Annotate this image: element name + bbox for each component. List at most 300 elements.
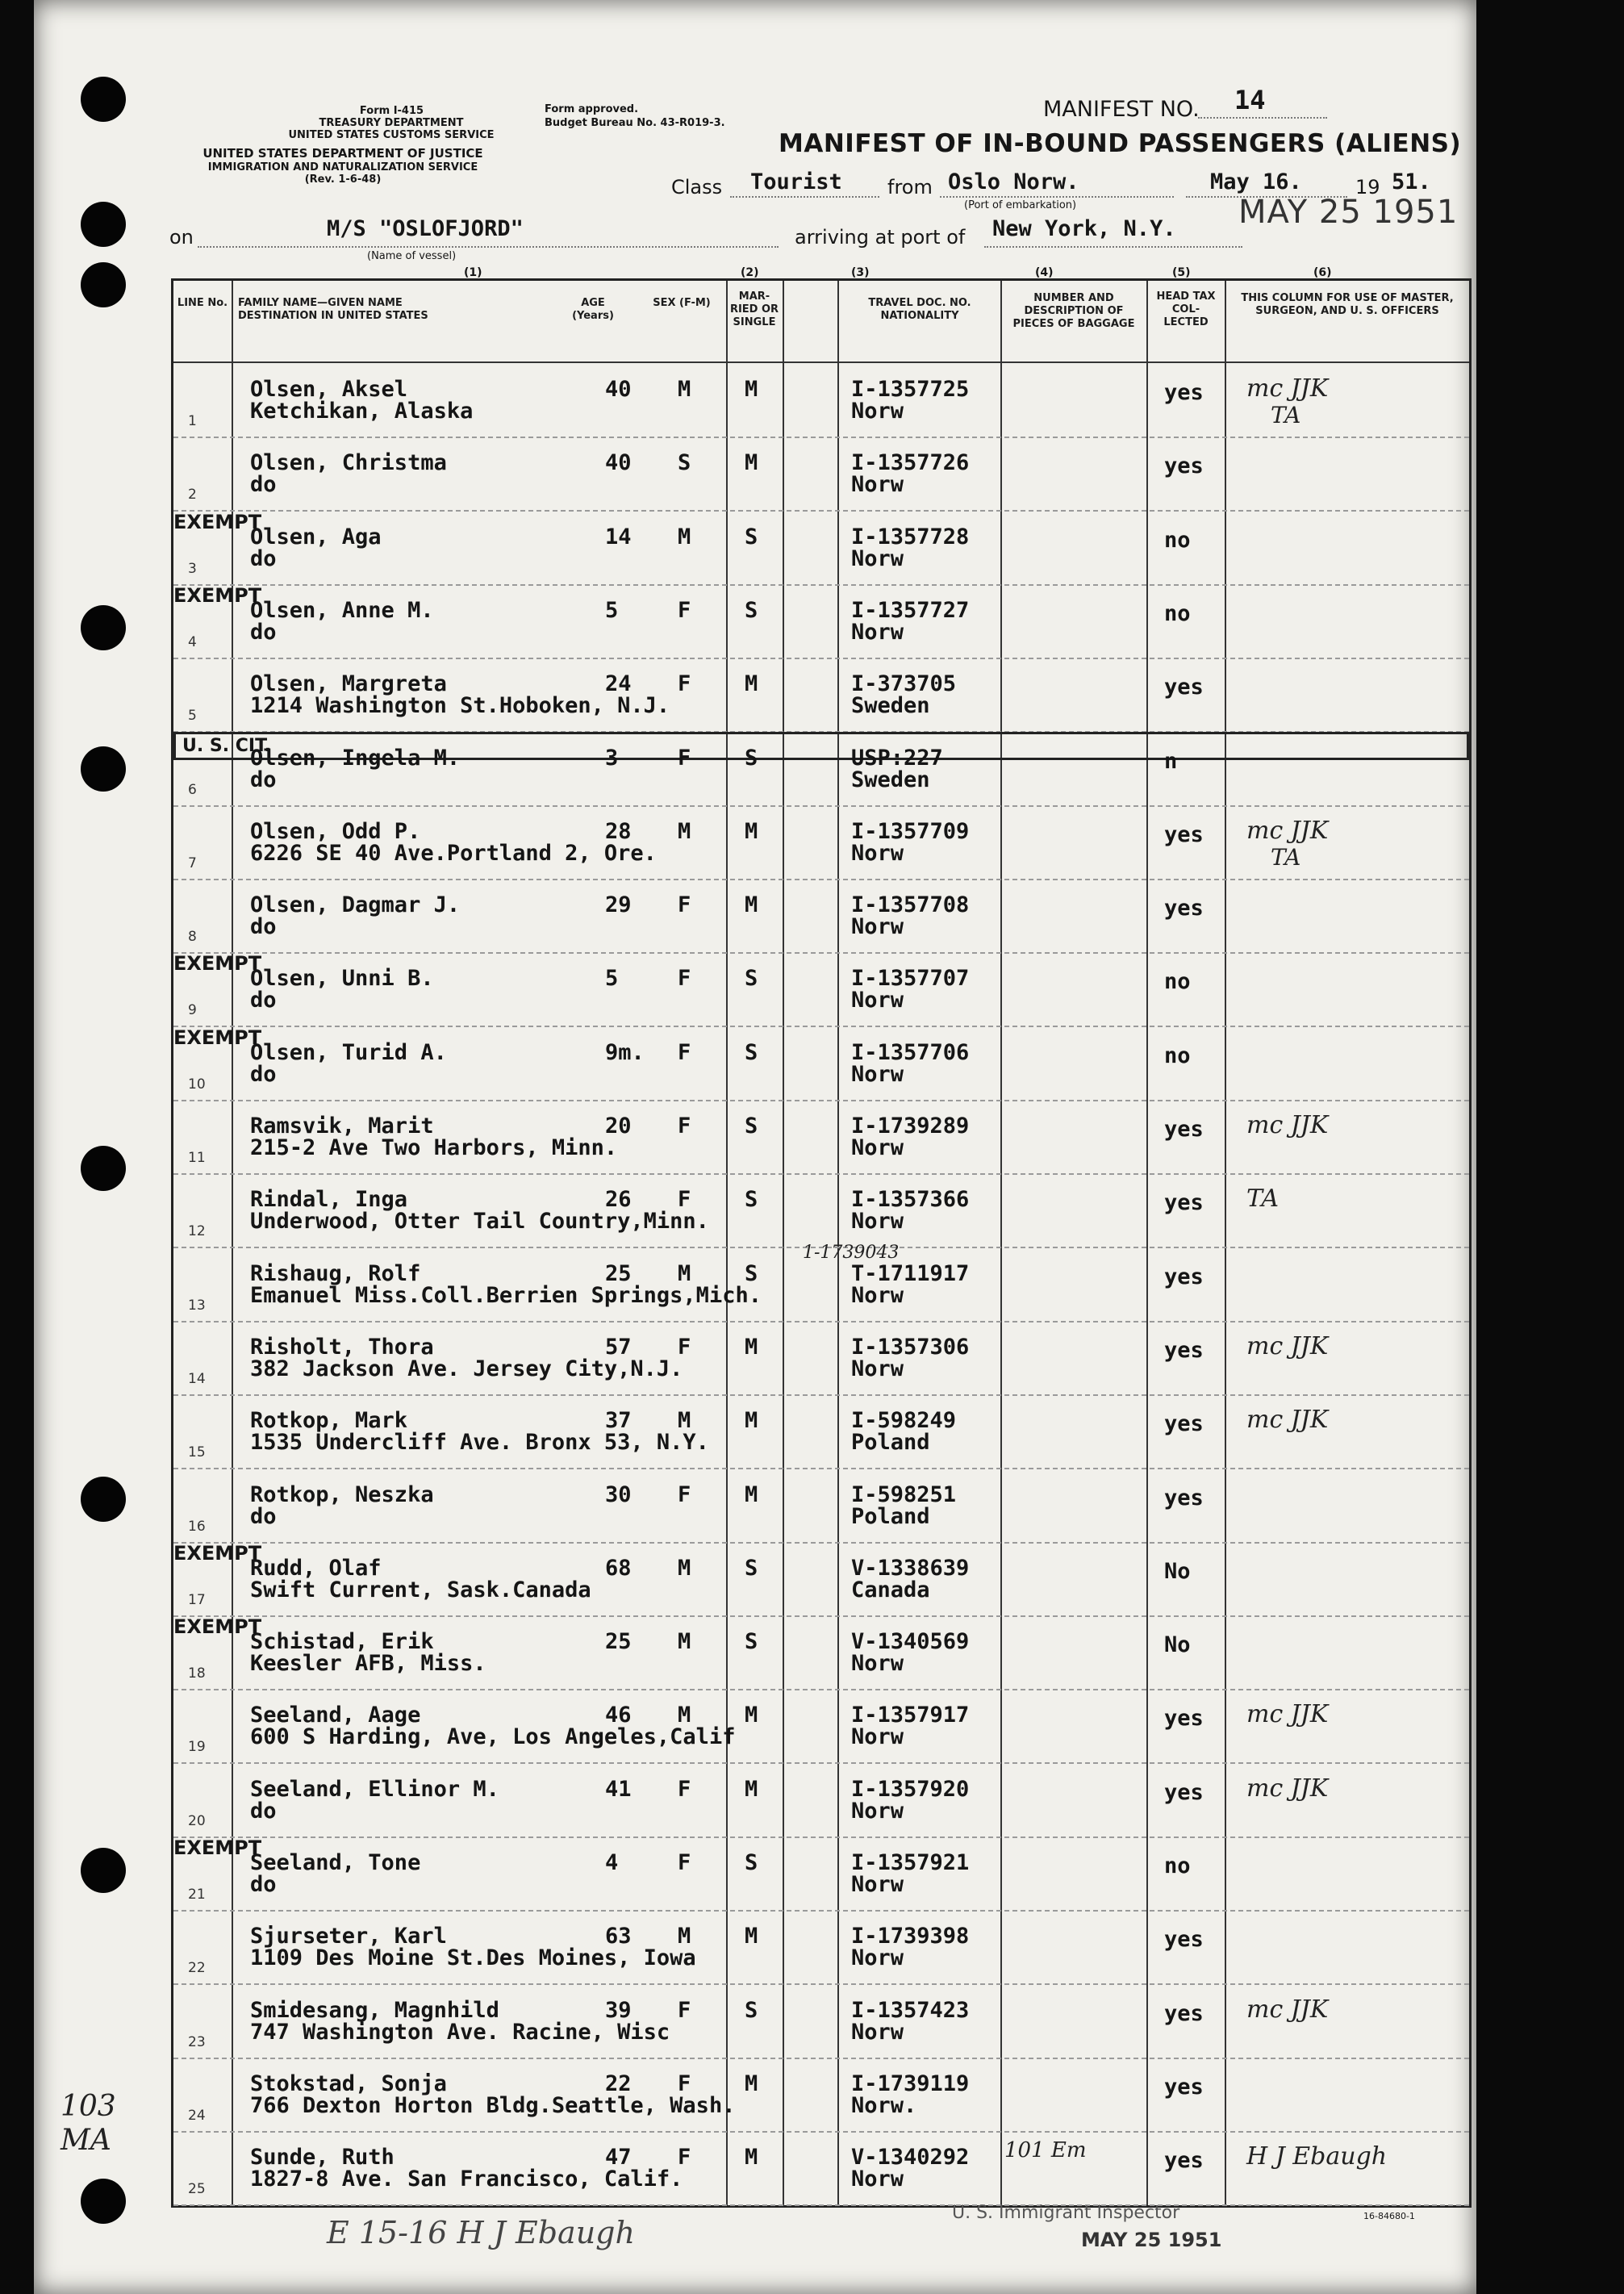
line-number: 24 [188,2108,206,2124]
table-row [173,1100,1469,1175]
passenger-age: 25 [605,1261,632,1286]
passenger-age: 4 [605,1850,619,1875]
travel-doc-number: I-1357706 [851,1040,970,1065]
line-number: 17 [188,1592,206,1608]
marital-status: M [745,1924,758,1949]
line-number: 1 [188,413,197,429]
table-row [173,1984,1469,2059]
nationality: Norw [851,1209,904,1234]
punch-hole [81,605,126,650]
officer-note-2: TA [1271,844,1301,871]
passenger-destination: do [250,620,277,645]
travel-doc-number: I-1357708 [851,892,970,917]
line-number: 21 [188,1887,206,1903]
nationality: Norw [851,1356,904,1381]
officer-note: EXEMPT [173,511,262,533]
col-header-officers: THIS COLUMN FOR USE OF MASTER, SURGEON, AND U. S. OFFICERS [1241,292,1454,317]
inspector-label: U. S. Immigrant Inspector [952,2203,1180,2223]
passenger-name: Olsen, Christma [250,450,447,475]
inspector-date-stamp: MAY 25 1951 [1081,2229,1222,2251]
passenger-destination: 382 Jackson Ave. Jersey City,N.J. [250,1356,683,1381]
table-row [173,1542,1469,1617]
marital-status: M [745,1335,758,1360]
line-number: 5 [188,708,197,724]
passenger-name: Rindal, Inga [250,1187,408,1212]
nationality: Poland [851,1504,930,1529]
nationality: Norw [851,1945,904,1970]
head-tax: no [1164,601,1191,626]
head-tax: no [1164,1043,1191,1068]
passenger-age: 14 [605,524,632,549]
passenger-destination: do [250,1799,277,1824]
travel-doc-number: I-1357423 [851,1998,970,2023]
passenger-name: Olsen, Odd P. [250,819,421,844]
punch-hole [81,202,126,247]
passenger-age: 22 [605,2071,632,2096]
passenger-sex: M [678,1261,691,1286]
officer-note: mc JJK [1246,1774,1329,1803]
passenger-name: Seeland, Ellinor M. [250,1777,499,1802]
head-tax: yes [1164,1338,1204,1363]
passenger-destination: 766 Dexton Horton Bldg.Seattle, Wash. [250,2093,736,2118]
class-value: Tourist [750,169,842,194]
passenger-destination: Keesler AFB, Miss. [250,1651,486,1676]
passenger-destination: 1214 Washington St.Hoboken, N.J. [250,693,670,718]
customs-label: UNITED STATES CUSTOMS SERVICE [288,129,495,141]
travel-doc-number: I-1357920 [851,1777,970,1802]
passenger-destination: 1535 Undercliff Ave. Bronx 53, N.Y. [250,1430,709,1455]
margin-note: 103 MA [61,2090,116,2157]
passenger-destination: do [250,1504,277,1529]
punch-hole [81,262,126,307]
col-num-3: (3) [851,266,870,279]
line-number: 11 [188,1150,206,1166]
passenger-destination: do [250,767,277,792]
vessel-note: (Name of vessel) [367,250,457,262]
line-number: 25 [188,2181,206,2197]
table-row [173,1910,1469,1985]
passenger-sex: M [678,377,691,402]
passenger-age: 68 [605,1556,632,1581]
line-number: 9 [188,1002,197,1018]
head-tax: yes [1164,1190,1204,1215]
passenger-name: Stokstad, Sonja [250,2071,447,2096]
passenger-sex: F [678,892,691,917]
travel-doc-number: V-1338639 [851,1556,970,1581]
line-number: 12 [188,1223,206,1239]
marital-status: M [745,1777,758,1802]
passenger-sex: F [678,1040,691,1065]
officer-note: TA [1246,1185,1280,1213]
page-title: MANIFEST OF IN-BOUND PASSENGERS (ALIENS) [779,129,1462,158]
passenger-age: 39 [605,1998,632,2023]
line-number: 3 [188,561,197,577]
nationality: Norw [851,546,904,571]
passenger-name: Olsen, Anne M. [250,598,434,623]
year-value: 51. [1392,169,1431,194]
passenger-name: Olsen, Aksel [250,377,408,402]
passenger-destination: 747 Washington Ave. Racine, Wisc [250,2020,670,2045]
passenger-sex: F [678,1114,691,1139]
line-number: 8 [188,929,197,945]
punch-hole [81,1146,126,1191]
passenger-name: Olsen, Margreta [250,671,447,696]
passenger-destination: 1109 Des Moine St.Des Moines, Iowa [250,1945,696,1970]
year-prefix: 19 [1355,176,1380,198]
col-num-1: (1) [464,266,482,279]
us-citizen-stamp: U. S. CIT. [173,732,1469,760]
travel-doc-number: I-1357707 [851,966,970,991]
passenger-name: Rotkop, Neszka [250,1482,434,1507]
marital-status: S [745,524,758,549]
passenger-age: 20 [605,1114,632,1139]
nationality: Norw [851,399,904,424]
col-header-sex: SEX (F-M) [653,297,711,309]
table-row [173,952,1469,1027]
nationality: Norw [851,620,904,645]
line-number: 20 [188,1813,206,1829]
passenger-name: Olsen, Dagmar J. [250,892,461,917]
passenger-name: Seeland, Tone [250,1850,421,1875]
form-number: Form I-415 [359,105,424,117]
table-row [173,437,1469,512]
table-row [173,1615,1469,1690]
passenger-name: Sunde, Ruth [250,2145,395,2170]
vessel-name: M/S "OSLOFJORD" [327,216,524,241]
travel-doc-number: I-1357728 [851,524,970,549]
col-header-line: LINE No. [177,297,228,309]
officer-note: EXEMPT [173,952,262,975]
marital-status: S [745,1850,758,1875]
officer-note-2: TA [1271,402,1301,428]
passenger-age: 40 [605,377,632,402]
line-number: 2 [188,487,197,503]
head-tax: yes [1164,675,1204,700]
passenger-name: Rudd, Olaf [250,1556,382,1581]
passenger-sex: F [678,966,691,991]
marital-status: S [745,746,758,771]
passenger-age: 9m. [605,1040,645,1065]
nationality: Norw [851,1283,904,1308]
passenger-age: 37 [605,1408,632,1433]
officer-note: mc JJK [1246,1700,1329,1728]
marital-status: M [745,892,758,917]
passenger-sex: F [678,2145,691,2170]
passenger-sex: F [678,671,691,696]
head-tax: No [1164,1559,1191,1584]
passenger-sex: F [678,1482,691,1507]
form-code: 16-84680-1 [1363,2211,1415,2221]
punch-hole [81,746,126,792]
passenger-name: Risholt, Thora [250,1335,434,1360]
nationality: Norw [851,1799,904,1824]
nationality: Sweden [851,767,930,792]
travel-doc-number: I-1739119 [851,2071,970,2096]
head-tax: yes [1164,1927,1204,1952]
passenger-destination: do [250,472,277,497]
table-row [173,879,1469,954]
table-row [173,1763,1469,1838]
date-value: May 16. [1210,169,1302,194]
passenger-sex: M [678,524,691,549]
arrival-date-stamp: MAY 25 1951 [1238,194,1459,231]
officer-note: mc JJK [1246,1332,1329,1360]
passenger-age: 24 [605,671,632,696]
line-number: 18 [188,1665,206,1682]
nationality: Norw [851,1651,904,1676]
line-number: 13 [188,1297,206,1314]
travel-doc-number: I-1357725 [851,377,970,402]
col-header-age: AGE (Years) [572,297,614,322]
passenger-sex: F [678,598,691,623]
nationality: Sweden [851,693,930,718]
table-row [173,1173,1469,1248]
head-tax: n [1164,749,1178,774]
nationality: Norw [851,914,904,939]
table-row [173,1394,1469,1469]
bottom-handwritten-note: E 15-16 H J Ebaugh [327,2215,635,2250]
bureau-label: Budget Bureau No. 43-R019-3. [545,117,725,129]
passenger-name: Olsen, Ingela M. [250,746,461,771]
line-number: 6 [188,782,197,798]
travel-doc-number: I-1357727 [851,598,970,623]
officer-note: EXEMPT [173,584,262,607]
passenger-name: Seeland, Aage [250,1703,421,1728]
line-number: 7 [188,855,197,871]
head-tax: yes [1164,1780,1204,1805]
passenger-name: Smidesang, Magnhild [250,1998,499,2023]
nationality: Norw [851,1872,904,1897]
passenger-sex: F [678,1187,691,1212]
passenger-destination: 1827-8 Ave. San Francisco, Calif. [250,2167,683,2192]
nationality: Canada [851,1577,930,1602]
passenger-age: 57 [605,1335,632,1360]
passenger-destination: 6226 SE 40 Ave.Portland 2, Ore. [250,841,657,866]
line-number: 4 [188,634,197,650]
marital-status: S [745,1556,758,1581]
travel-doc-number: I-1357917 [851,1703,970,1728]
marital-status: S [745,1187,758,1212]
nationality: Norw [851,1135,904,1160]
table-row [173,584,1469,659]
col-header-doc: TRAVEL DOC. NO. NATIONALITY [868,297,971,322]
marital-status: M [745,2145,758,2170]
passenger-sex: M [678,1556,691,1581]
passenger-sex: F [678,1335,691,1360]
port-value: New York, N.Y. [992,216,1176,241]
head-tax: yes [1164,380,1204,405]
marital-status: M [745,1703,758,1728]
passenger-name: Olsen, Turid A. [250,1040,447,1065]
travel-doc-number: USP:227 [851,746,943,771]
head-tax: yes [1164,2075,1204,2100]
marital-status: M [745,671,758,696]
travel-doc-number: T-1711917 [851,1261,970,1286]
table-row [173,1321,1469,1396]
officer-note: mc JJK [1246,817,1329,845]
officer-note: mc JJK [1246,1995,1329,2024]
punch-hole [81,2179,126,2224]
officer-note: mc JJK [1246,374,1329,403]
ins-label: IMMIGRATION AND NATURALIZATION SERVICE [207,161,478,173]
head-tax: yes [1164,453,1204,478]
punch-hole [81,1848,126,1893]
travel-doc-number: V-1340292 [851,2145,970,2170]
marital-status: M [745,1482,758,1507]
count-note: 101 Em [1004,2138,1087,2162]
col-num-2: (2) [741,266,759,279]
passenger-sex: F [678,1998,691,2023]
travel-doc-number: I-1739398 [851,1924,970,1949]
passenger-name: Schistad, Erik [250,1629,434,1654]
travel-doc-number: I-373705 [851,671,957,696]
manifest-no-value: 14 [1234,85,1266,115]
head-tax: yes [1164,896,1204,921]
head-tax: yes [1164,1411,1204,1436]
passenger-sex: F [678,2071,691,2096]
head-tax: yes [1164,822,1204,847]
travel-doc-number: I-1739289 [851,1114,970,1139]
marital-status: M [745,377,758,402]
marital-status: S [745,1261,758,1286]
passenger-age: 29 [605,892,632,917]
passenger-name: Rishaug, Rolf [250,1261,421,1286]
officer-note: EXEMPT [173,1836,262,1859]
travel-doc-number: I-1357306 [851,1335,970,1360]
travel-doc-number: I-1357709 [851,819,970,844]
nationality: Norw [851,1724,904,1749]
head-tax: no [1164,528,1191,553]
nationality: Norw [851,841,904,866]
line-number: 14 [188,1371,206,1387]
passenger-age: 47 [605,2145,632,2170]
col-header-name: FAMILY NAME—GIVEN NAME DESTINATION IN UNITED STATES [238,297,428,322]
nationality: Norw [851,2020,904,2045]
col-num-6: (6) [1313,266,1332,279]
punch-hole [81,77,126,122]
nationality: Norw [851,2167,904,2192]
marital-status: S [745,1629,758,1654]
table-row [173,805,1469,880]
marital-status: S [745,966,758,991]
passenger-destination: 215-2 Ave Two Harbors, Minn. [250,1135,618,1160]
table-row [173,1026,1469,1101]
from-value: Oslo Norw. [948,169,1079,194]
line-number: 19 [188,1739,206,1755]
passenger-age: 40 [605,450,632,475]
line-number: 10 [188,1076,206,1093]
doc-overwrite-note: 1-1739043 [803,1243,900,1263]
line-number: 22 [188,1960,206,1976]
travel-doc-number: I-1357366 [851,1187,970,1212]
passenger-sex: F [678,746,691,771]
passenger-sex: M [678,1629,691,1654]
manifest-no-label: MANIFEST NO. [1043,97,1200,122]
passenger-destination: Ketchikan, Alaska [250,399,474,424]
passenger-destination: do [250,988,277,1013]
officer-note: EXEMPT [173,1026,262,1049]
table-row [173,2131,1469,2206]
passenger-age: 28 [605,819,632,844]
passenger-age: 41 [605,1777,632,1802]
rev-label: (Rev. 1-6-48) [304,173,382,186]
head-tax: yes [1164,1264,1204,1289]
passenger-name: Ramsvik, Marit [250,1114,434,1139]
table-row [173,511,1469,586]
officer-note: mc JJK [1246,1111,1329,1139]
table-row [173,363,1469,438]
nationality: Norw [851,472,904,497]
head-tax: yes [1164,1706,1204,1731]
travel-doc-number: I-1357726 [851,450,970,475]
table-row [173,732,1469,807]
marital-status: M [745,1408,758,1433]
passenger-destination: do [250,1872,277,1897]
passenger-age: 5 [605,598,619,623]
officer-note: mc JJK [1246,1406,1329,1434]
arriving-label: arriving at port of [795,226,966,249]
col-header-tax: HEAD TAX COL- LECTED [1156,290,1216,328]
travel-doc-number: I-598249 [851,1408,957,1433]
passenger-sex: S [678,450,691,475]
passenger-age: 63 [605,1924,632,1949]
table-row [173,1469,1469,1544]
table-row [173,1836,1469,1912]
col-num-4: (4) [1035,266,1054,279]
nationality: Norw. [851,2093,917,2118]
passenger-age: 30 [605,1482,632,1507]
passenger-sex: F [678,1850,691,1875]
passenger-age: 3 [605,746,619,771]
travel-doc-number: I-598251 [851,1482,957,1507]
marital-status: M [745,450,758,475]
justice-label: UNITED STATES DEPARTMENT OF JUSTICE [202,146,483,161]
marital-status: S [745,1998,758,2023]
passenger-destination: Swift Current, Sask.Canada [250,1577,591,1602]
passenger-destination: 600 S Harding, Ave, Los Angeles,Calif [250,1724,736,1749]
marital-status: S [745,1114,758,1139]
marital-status: S [745,598,758,623]
passenger-destination: Underwood, Otter Tail Country,Minn. [250,1209,709,1234]
marital-status: M [745,2071,758,2096]
passenger-destination: Emanuel Miss.Coll.Berrien Springs,Mich. [250,1283,762,1308]
passenger-name: Sjurseter, Karl [250,1924,447,1949]
passenger-sex: M [678,1703,691,1728]
passenger-age: 5 [605,966,619,991]
passenger-sex: M [678,819,691,844]
embark-note: (Port of embarkation) [964,199,1077,211]
col-header-married: MAR- RIED OR SINGLE [729,290,779,328]
officer-note: EXEMPT [173,1542,262,1565]
line-number: 23 [188,2034,206,2050]
col-num-5: (5) [1172,266,1191,279]
approved-label: Form approved. [545,103,639,115]
treasury-label: TREASURY DEPARTMENT [319,117,464,129]
officer-note: H J Ebaugh [1246,2142,1388,2171]
head-tax: no [1164,969,1191,994]
travel-doc-number: V-1340569 [851,1629,970,1654]
passenger-age: 46 [605,1703,632,1728]
passenger-age: 26 [605,1187,632,1212]
head-tax: no [1164,1853,1191,1878]
line-number: 16 [188,1519,206,1535]
passenger-sex: M [678,1924,691,1949]
nationality: Norw [851,1062,904,1087]
passenger-sex: M [678,1408,691,1433]
passenger-name: Rotkop, Mark [250,1408,408,1433]
table-row [173,2058,1469,2133]
head-tax: yes [1164,2148,1204,2173]
